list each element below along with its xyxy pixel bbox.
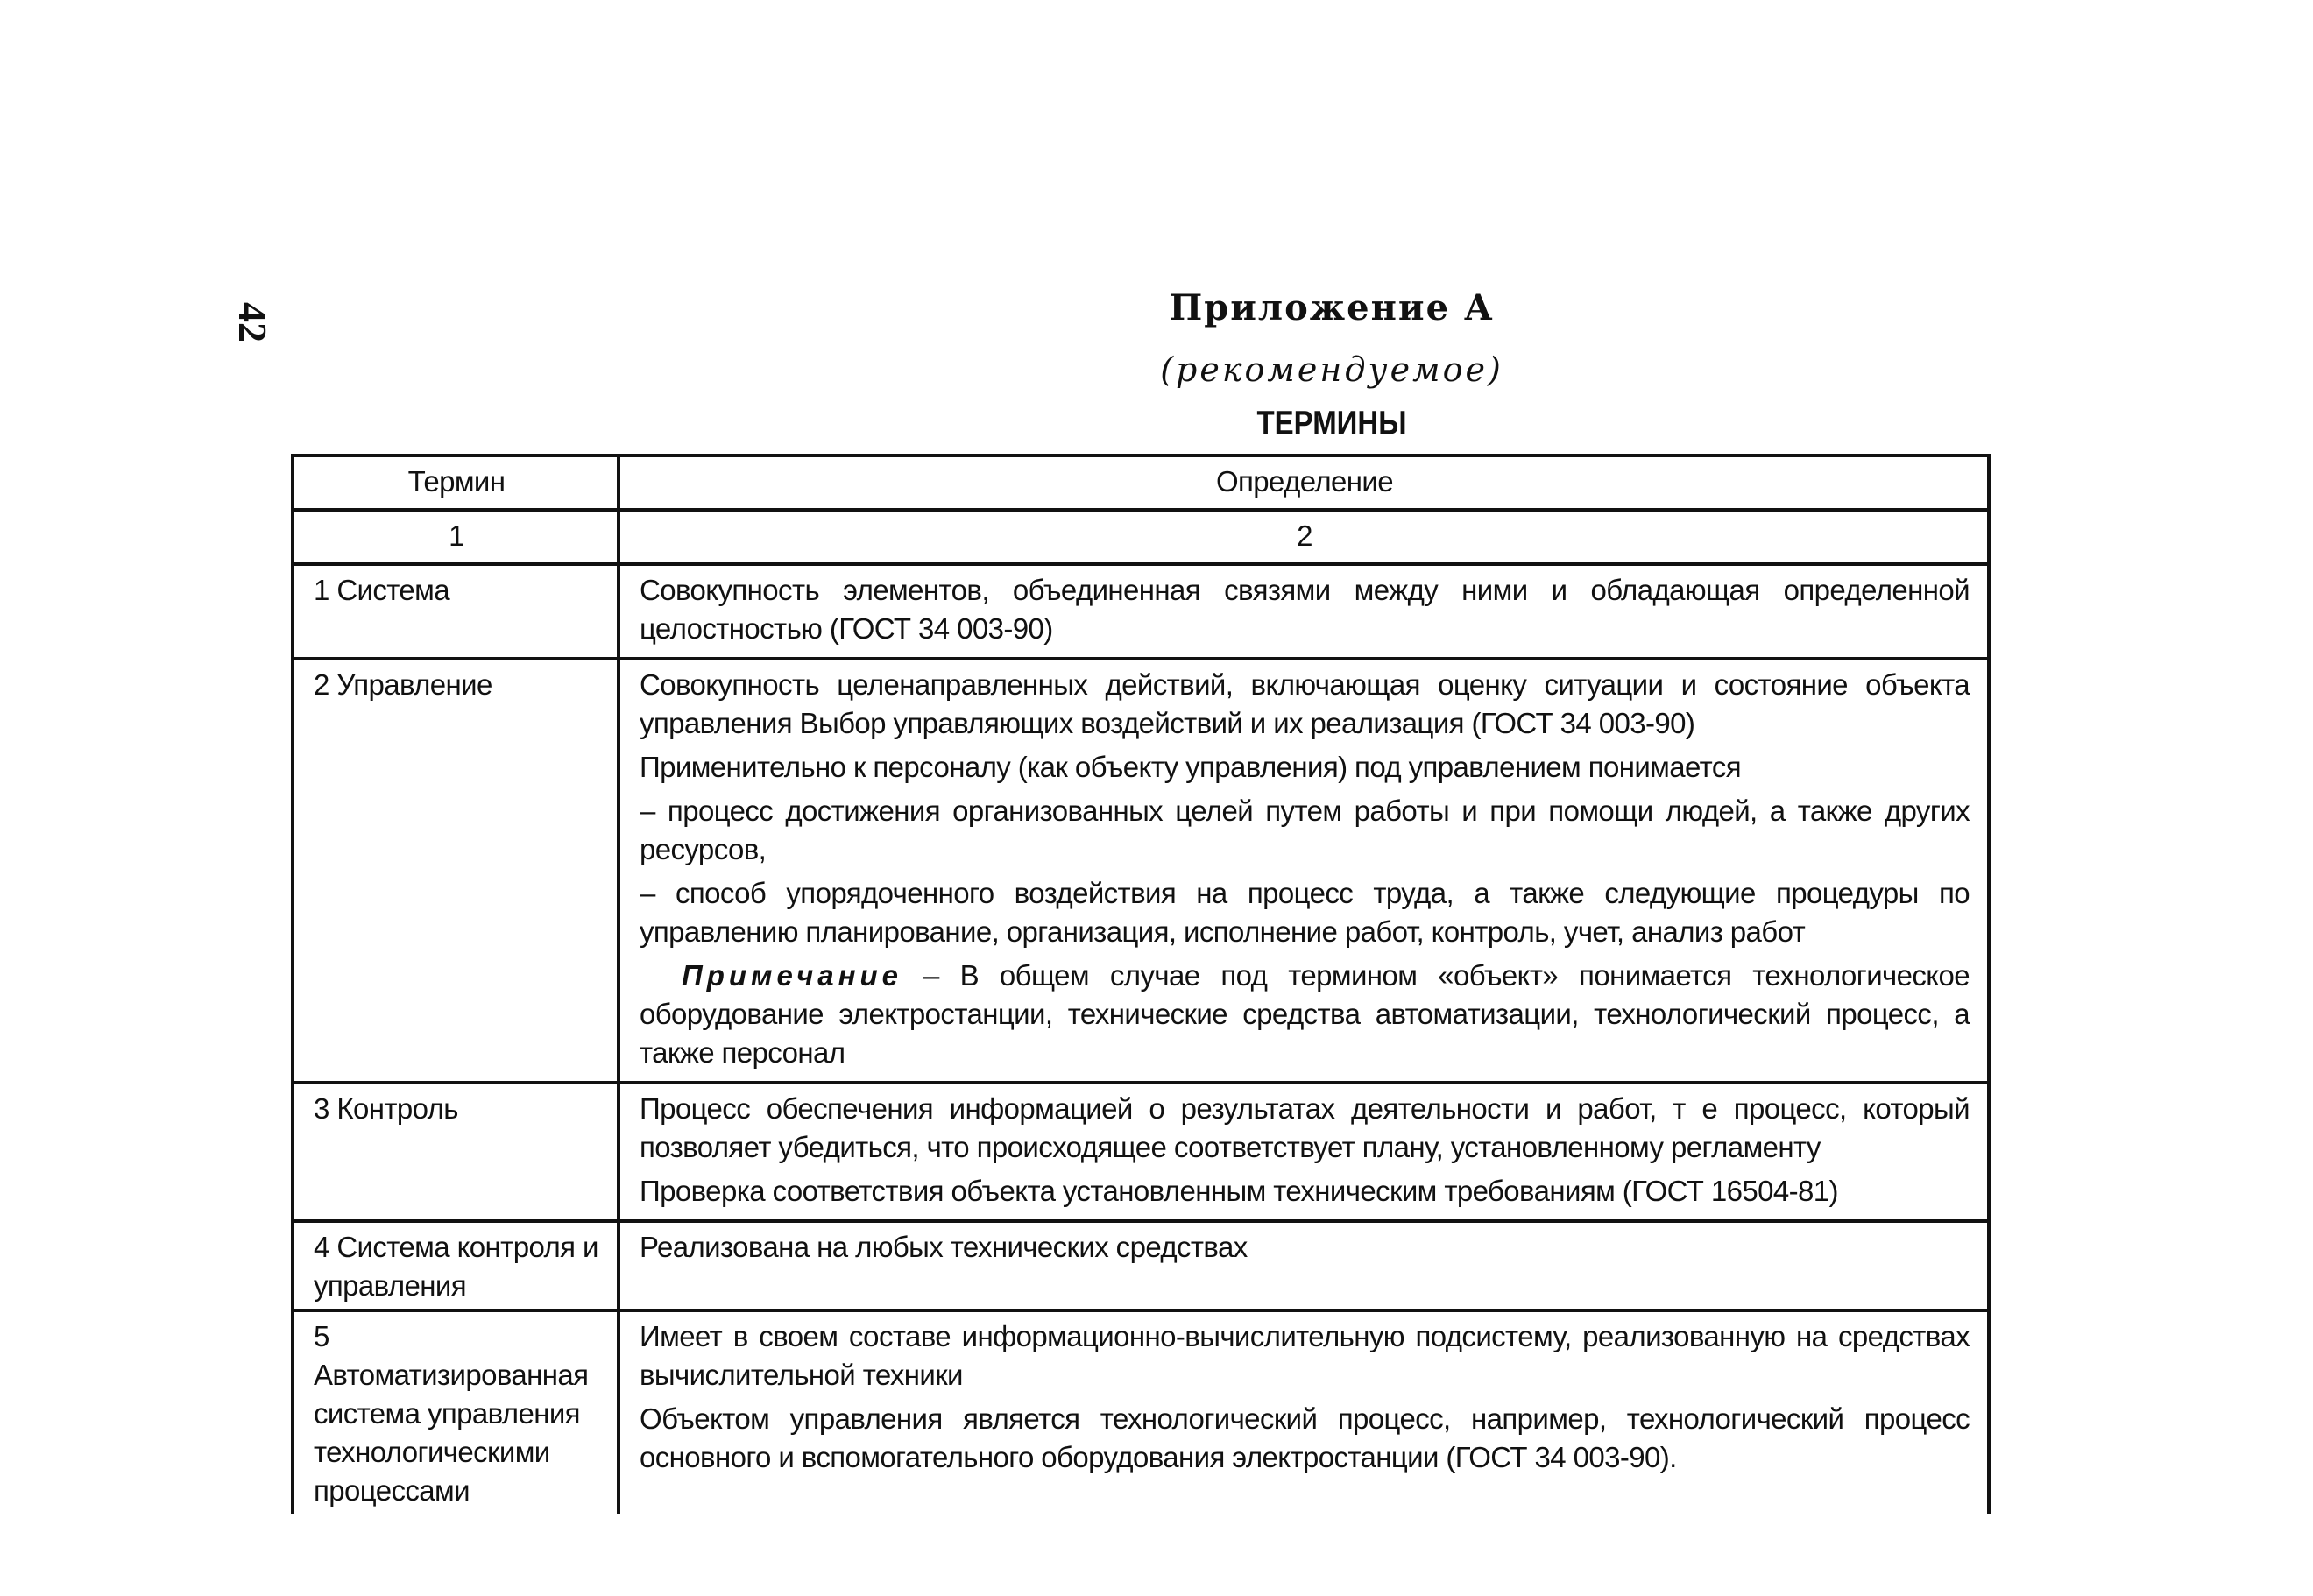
definition-paragraph: – способ упорядоченного воздействия на процесс труда, а также следующие процедуры по управлению планирование, организация, исполнение работ, контроль, учет, анализ работ	[640, 877, 1970, 948]
term-cell: 2 Управление	[293, 659, 619, 1083]
column-number-row	[293, 510, 1989, 564]
column-number-2: 2	[619, 510, 1989, 564]
table-row	[293, 564, 1989, 659]
table-row	[293, 1221, 1989, 1310]
column-number-1: 1	[293, 510, 619, 564]
header-term: Термин	[293, 455, 619, 510]
definition-paragraph: Процесс обеспечения информацией о результатах деятельности и работ, т е процесс, который позволяет убедиться, что происходящее соответствует плану, установленному регламенту	[640, 1092, 1970, 1163]
definition-paragraph: – процесс достижения организованных целей путем работы и при помощи людей, а также других ресурсов,	[640, 794, 1970, 865]
term-cell: 4 Система контроля и управления	[293, 1221, 619, 1310]
note-text: – В общем случае под термином «объект» понимается технологическое оборудование электростанции, технические средства автоматизации, технологический процесс, а также персонал	[640, 959, 1970, 1069]
definition-paragraph: Имеет в своем составе информационно-вычислительную подсистему, реализованную на средствах вычислительной техники	[640, 1320, 1970, 1391]
definition-paragraph: Применительно к персоналу (как объекту управления) под управлением понимается	[640, 751, 1741, 783]
definition-paragraph: Совокупность целенаправленных действий, включающая оценку ситуации и состояние объекта управления Выбор управляющих воздействий и их реализация (ГОСТ 34 003-90)	[640, 668, 1970, 739]
note-paragraph	[640, 957, 1970, 1072]
appendix-subtitle: (рекомендуемое)	[1160, 350, 1503, 389]
term-cell: 1 Система	[293, 564, 619, 659]
definition-cell	[619, 1083, 1989, 1221]
definition-cell	[619, 1221, 1989, 1310]
section-title: ТЕРМИНЫ	[1256, 404, 1407, 441]
table-header-row	[293, 455, 1989, 510]
definition-cell	[619, 659, 1989, 1083]
term-cell: 5 Автоматизированная система управления технологическими процессами	[293, 1310, 619, 1514]
definition-cell	[619, 1310, 1989, 1514]
table-row	[293, 659, 1989, 1083]
note-label: Примечание	[682, 959, 903, 992]
table-row	[293, 1083, 1989, 1221]
definition-paragraph: Проверка соответствия объекта установленным техническим требованиям (ГОСТ 16504-81)	[640, 1175, 1838, 1207]
definition-paragraph: Совокупность элементов, объединенная связями между ними и обладающая определенной целостностью (ГОСТ 34 003-90)	[640, 574, 1970, 645]
definition-cell	[619, 564, 1989, 659]
definition-paragraph: Реализована на любых технических средствах	[640, 1231, 1248, 1263]
table-row	[293, 1310, 1989, 1514]
terms-table	[291, 454, 1991, 1514]
header-definition: Определение	[619, 455, 1989, 510]
appendix-title: Приложение А	[1169, 287, 1495, 328]
definition-paragraph: Объектом управления является технологический процесс, например, технологический процесс основного и вспомогательного оборудования электростанции (ГОСТ 34 003-90).	[640, 1402, 1970, 1473]
page-number: 42	[230, 302, 275, 343]
term-cell: 3 Контроль	[293, 1083, 619, 1221]
